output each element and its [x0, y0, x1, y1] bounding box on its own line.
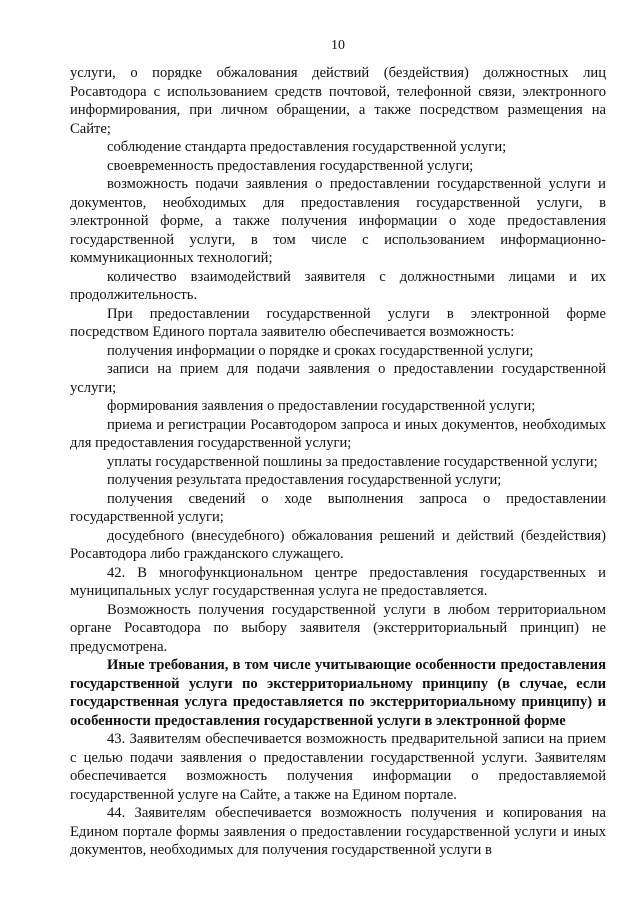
- section-heading: Иные требования, в том числе учитывающие особенности предоставления государственной услуги по экстерриториальному принципу (в случае, если государственная услуга предоставляется по экстерриториальному принципу) и особенности предоставления государственной услуги в электронной форме: [70, 657, 606, 729]
- paragraph: возможность подачи заявления о предоставлении государственной услуги и документов, необходимых для предоставления государственной услуги, в электронной форме, а также получения информации о ходе предоставления государственной услуги, в том числе с использованием информационно-коммуникационных технологий;: [70, 176, 606, 266]
- paragraph: записи на прием для подачи заявления о предоставлении государственной услуги;: [70, 361, 606, 396]
- paragraph: своевременность предоставления государственной услуги;: [107, 157, 474, 174]
- paragraph: 43. Заявителям обеспечивается возможность предварительной записи на прием с целью подачи заявления о предоставлении государственной услуги. Заявителям обеспечивается возможность получения информации о предоставляемой государственной услуге на Сайте, а также на Едином портале.: [70, 731, 606, 803]
- paragraph: количество взаимодействий заявителя с должностными лицами и их продолжительность.: [70, 268, 606, 303]
- paragraph: 42. В многофункциональном центре предоставления государственных и муниципальных услуг государственная услуга не предоставляется.: [70, 564, 606, 599]
- paragraph: При предоставлении государственной услуги в электронной форме посредством Единого портала заявителю обеспечивается возможность:: [70, 305, 606, 340]
- paragraph: досудебного (внесудебного) обжалования решений и действий (бездействия) Росавтодора либо гражданского служащего.: [70, 527, 606, 562]
- paragraph: формирования заявления о предоставлении государственной услуги;: [107, 398, 536, 414]
- paragraph: уплаты государственной пошлины за предоставление государственной услуги;: [107, 453, 598, 470]
- paragraph: получения информации о порядке и сроках государственной услуги;: [107, 342, 534, 359]
- paragraph: соблюдение стандарта предоставления государственной услуги;: [107, 139, 507, 155]
- page-number: 10: [331, 38, 345, 53]
- paragraph: услуги, о порядке обжалования действий (бездействия) должностных лиц Росавтодора с использованием средств почтовой, телефонной связи, электронного информирования, при личном обращении, а также посредством размещения на Сайте;: [70, 65, 606, 137]
- document-body: [70, 64, 606, 860]
- paragraph: Возможность получения государственной услуги в любом территориальном органе Росавтодора по выбору заявителя (экстерриториальный принцип) не предусмотрена.: [70, 601, 606, 655]
- paragraph: получения сведений о ходе выполнения запроса о предоставлении государственной услуги;: [70, 490, 606, 525]
- paragraph: получения результата предоставления государственной услуги;: [107, 472, 502, 488]
- paragraph: 44. Заявителям обеспечивается возможность получения и копирования на Едином портале формы заявления о предоставлении государственной услуги и иных документов, необходимых для получения государственной услуги в: [70, 805, 606, 858]
- paragraph: приема и регистрации Росавтодором запроса и иных документов, необходимых для предоставления государственной услуги;: [70, 416, 606, 451]
